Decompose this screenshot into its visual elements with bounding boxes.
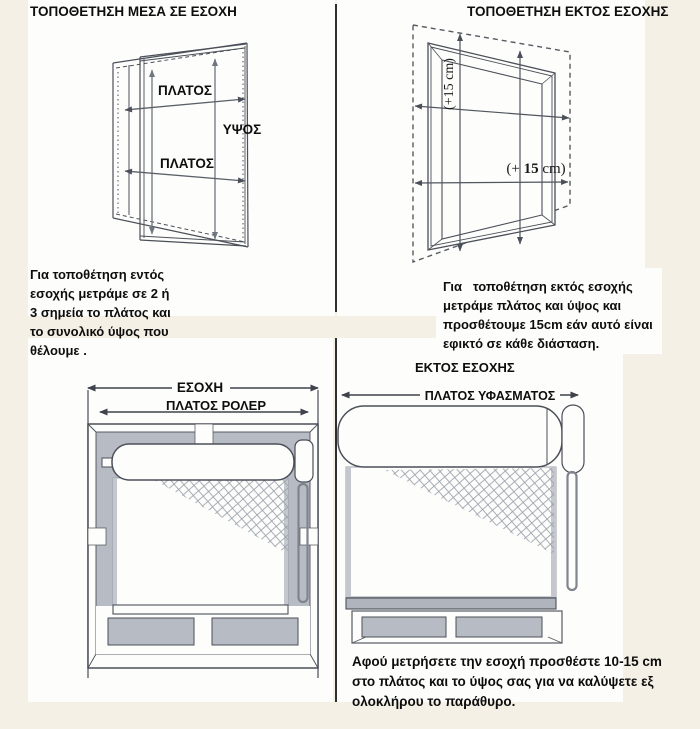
- recess-frame-lines: [113, 43, 248, 247]
- roller-width-label: ΠΛΑΤΟΣ ΡΟΛΕΡ: [165, 398, 267, 413]
- control-bracket: [295, 440, 313, 482]
- roller-blind-outside: [338, 405, 584, 609]
- diagram-outside-window: [402, 18, 587, 270]
- bottom-bar: [113, 605, 288, 614]
- note-inside-recess: Για τοποθέτηση εντός εσοχής μετράμε σε 2 ή 3 σημεία το πλάτος και το συνολικό ύψος που θέλουμε .: [30, 267, 171, 358]
- pull-chain: [568, 472, 577, 590]
- height-label: ΥΨΟΣ: [222, 122, 262, 137]
- diagram-recess-window: [85, 28, 300, 268]
- recess-label: ΕΣΟΧΗ: [176, 380, 224, 395]
- fabric-width-label: ΠΛΑΤΟΣ ΥΦΑΣΜΑΤΟΣ: [424, 389, 556, 403]
- bottom-bar: [346, 598, 556, 609]
- height-plus-label: (+15 cm): [442, 58, 457, 110]
- diagram-roller-in-recess: [62, 366, 326, 716]
- roller-tube: [338, 406, 562, 467]
- window-bottom: [352, 611, 562, 643]
- diagram-roller-outside: [336, 384, 588, 660]
- width-label-bottom: ΠΛΑΤΟΣ: [160, 156, 214, 171]
- divider-top: [335, 4, 337, 312]
- width-plus-label: (+ 15 cm): [506, 161, 566, 177]
- roller-blind: [102, 440, 313, 614]
- title-outside-recess: ΤΟΠΟΘΕΤΗΣΗ ΕΚΤΟΣ ΕΣΟΧΗΣ: [467, 4, 669, 19]
- note-bottom: Αφού μετρήσετε την εσοχή προσθέστε 10-15 cm στο πλάτος και το ύψος σας για να καλύψετε εξ ολοκλήρου το παράθυρο.: [352, 654, 662, 709]
- heading-outside-recess: ΕΚΤΟΣ ΕΣΟΧΗΣ: [415, 360, 515, 375]
- width-label-top: ΠΛΑΤΟΣ: [158, 83, 212, 98]
- fabric-edge-left: [113, 478, 117, 606]
- control-bracket: [562, 405, 584, 473]
- fabric-edge-left: [346, 467, 351, 597]
- roller-tube: [112, 444, 294, 480]
- title-inside-recess: ΤΟΠΟΘΕΤΗΣΗ ΜΕΣΑ ΣΕ ΕΣΟΧΗ: [30, 4, 237, 19]
- note-outside-recess: Για τοποθέτηση εκτός εσοχής μετράμε πλάτος και ύψος και προσθέτουμε 15cm εάν αυτό είναι εφικτό σε κάθε διάσταση.: [443, 279, 653, 351]
